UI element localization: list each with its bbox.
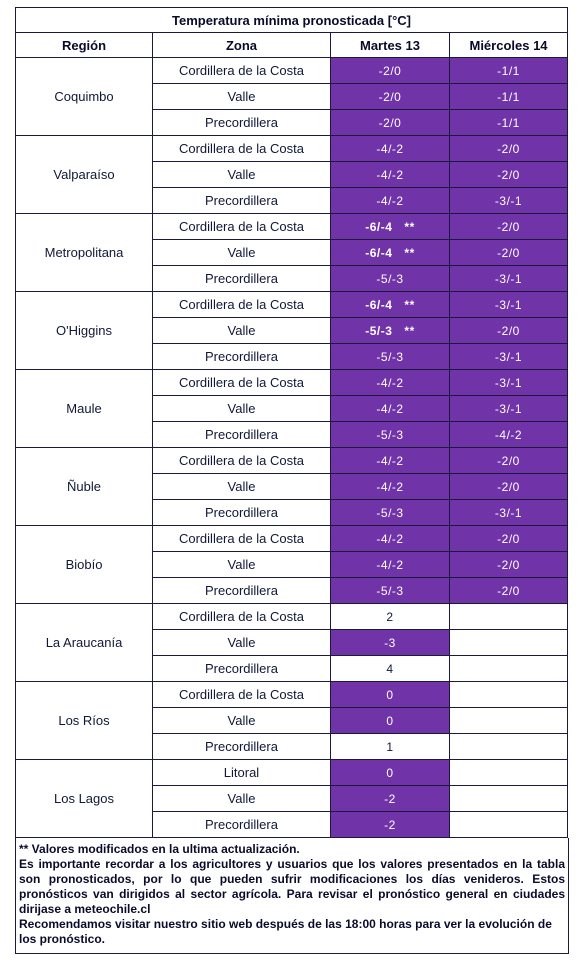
zona-cell: Valle — [153, 474, 331, 500]
martes-value: 0 — [386, 687, 394, 702]
forecast-table — [15, 7, 568, 838]
zona-cell: Cordillera de la Costa — [153, 448, 331, 474]
miercoles-value-cell — [450, 266, 568, 292]
martes-value-cell — [331, 760, 450, 786]
note-modified: ** Valores modificados en la ultima actualización. — [19, 842, 300, 856]
miercoles-value: -2/0 — [497, 323, 520, 338]
miercoles-value-cell — [450, 188, 568, 214]
table-row — [16, 604, 568, 630]
zona-cell: Cordillera de la Costa — [153, 214, 331, 240]
martes-value: -5/-3 — [376, 505, 404, 520]
martes-value-cell — [331, 110, 450, 136]
miercoles-value-cell — [450, 500, 568, 526]
martes-value-cell — [331, 162, 450, 188]
miercoles-value: -1/1 — [497, 63, 520, 78]
martes-value: -5/-3 — [376, 583, 404, 598]
miercoles-value-cell — [450, 422, 568, 448]
martes-value: -5/-3 — [376, 349, 404, 364]
miercoles-value: -4/-2 — [494, 427, 523, 442]
martes-value-cell — [331, 396, 450, 422]
miercoles-value: -3/-1 — [494, 297, 523, 312]
martes-value-cell — [331, 474, 450, 500]
martes-value-cell — [331, 552, 450, 578]
martes-value: -6/-4 — [365, 219, 393, 234]
zona-cell: Valle — [153, 786, 331, 812]
region-cell: Metropolitana — [16, 214, 153, 292]
martes-value: -3 — [384, 635, 396, 650]
martes-value: -4/-2 — [376, 375, 404, 390]
table-row — [16, 448, 568, 474]
miercoles-value: -2/0 — [497, 167, 520, 182]
martes-value-cell — [331, 656, 450, 682]
martes-value: -4/-2 — [376, 453, 404, 468]
martes-value: -5/-3 — [376, 271, 404, 286]
zona-cell: Cordillera de la Costa — [153, 136, 331, 162]
martes-value-cell — [331, 422, 450, 448]
zona-cell: Precordillera — [153, 344, 331, 370]
martes-value: -4/-2 — [376, 167, 404, 182]
modified-marker: ** — [404, 297, 415, 312]
martes-value: -6/-4 — [365, 297, 393, 312]
martes-value: -2 — [384, 817, 396, 832]
miercoles-value: -2/0 — [497, 531, 520, 546]
martes-value-cell — [331, 84, 450, 110]
miercoles-value: -3/-1 — [494, 505, 523, 520]
martes-value: -2/0 — [378, 63, 402, 78]
zona-cell: Valle — [153, 240, 331, 266]
zona-cell: Precordillera — [153, 188, 331, 214]
miercoles-value-cell — [450, 656, 568, 682]
miercoles-value-cell — [450, 214, 568, 240]
miercoles-value-cell — [450, 526, 568, 552]
martes-value-cell — [331, 526, 450, 552]
miercoles-value: -2/0 — [497, 479, 520, 494]
martes-value: -4/-2 — [376, 401, 404, 416]
zona-cell: Cordillera de la Costa — [153, 526, 331, 552]
miercoles-value: -3/-1 — [494, 349, 523, 364]
miercoles-value-cell — [450, 396, 568, 422]
miercoles-value-cell — [450, 110, 568, 136]
header-martes: Martes 13 — [331, 33, 450, 58]
miercoles-value: -2/0 — [497, 583, 520, 598]
zona-cell: Valle — [153, 396, 331, 422]
miercoles-value-cell — [450, 292, 568, 318]
miercoles-value-cell — [450, 786, 568, 812]
miercoles-value: -3/-1 — [494, 193, 523, 208]
table-row — [16, 214, 568, 240]
zona-cell: Precordillera — [153, 266, 331, 292]
zona-cell: Cordillera de la Costa — [153, 58, 331, 84]
zona-cell: Valle — [153, 552, 331, 578]
martes-value: 4 — [386, 661, 394, 676]
note-recommendation: Recomendamos visitar nuestro sitio web después de las 18:00 horas para ver la evolución de los pronóstico. — [19, 917, 552, 946]
martes-value: -2/0 — [378, 89, 402, 104]
martes-value: 1 — [386, 739, 394, 754]
zona-cell: Valle — [153, 708, 331, 734]
martes-value-cell — [331, 448, 450, 474]
martes-value: -4/-2 — [376, 141, 404, 156]
header-zona: Zona — [153, 33, 331, 58]
region-cell: Valparaíso — [16, 136, 153, 214]
martes-value: 0 — [386, 765, 394, 780]
miercoles-value-cell — [450, 578, 568, 604]
miercoles-value-cell — [450, 370, 568, 396]
martes-value: -4/-2 — [376, 531, 404, 546]
miercoles-value-cell — [450, 708, 568, 734]
miercoles-value: -3/-1 — [494, 375, 523, 390]
miercoles-value-cell — [450, 682, 568, 708]
martes-value-cell — [331, 240, 450, 266]
martes-value: -4/-2 — [376, 557, 404, 572]
miercoles-value-cell — [450, 318, 568, 344]
miercoles-value-cell — [450, 630, 568, 656]
miercoles-value-cell — [450, 474, 568, 500]
table-row — [16, 526, 568, 552]
note-disclaimer: Es importante recordar a los agricultores y usuarios que los valores presentados en la tabla son pronosticados, por lo que pueden sufrir modificaciones los días venideros. Estos pronósticos van dirigidos al sector agrícola. Para revisar el pronóstico general en ciudades dirijase a meteochile.cl — [19, 857, 565, 916]
martes-value: -4/-2 — [376, 193, 404, 208]
martes-value: -5/-3 — [376, 427, 404, 442]
region-cell: Maule — [16, 370, 153, 448]
martes-value-cell — [331, 370, 450, 396]
zona-cell: Litoral — [153, 760, 331, 786]
zona-cell: Precordillera — [153, 110, 331, 136]
miercoles-value-cell — [450, 448, 568, 474]
martes-value-cell — [331, 214, 450, 240]
martes-value-cell — [331, 292, 450, 318]
martes-value: -2/0 — [378, 115, 402, 130]
miercoles-value: -1/1 — [497, 115, 520, 130]
martes-value: 0 — [386, 713, 394, 728]
zona-cell: Valle — [153, 84, 331, 110]
table-row — [16, 682, 568, 708]
martes-value-cell — [331, 500, 450, 526]
region-cell: Los Lagos — [16, 760, 153, 838]
martes-value: -2 — [384, 791, 396, 806]
modified-marker: ** — [404, 245, 415, 260]
miercoles-value-cell — [450, 760, 568, 786]
martes-value-cell — [331, 630, 450, 656]
miercoles-value: -2/0 — [497, 245, 520, 260]
martes-value-cell — [331, 318, 450, 344]
region-cell: Biobío — [16, 526, 153, 604]
miercoles-value: -2/0 — [497, 141, 520, 156]
region-cell: Los Ríos — [16, 682, 153, 760]
martes-value: 2 — [386, 609, 394, 624]
table-title: Temperatura mínima pronosticada [°C] — [16, 8, 568, 33]
martes-value-cell — [331, 812, 450, 838]
miercoles-value-cell — [450, 58, 568, 84]
zona-cell: Precordillera — [153, 578, 331, 604]
region-cell: O'Higgins — [16, 292, 153, 370]
martes-value: -5/-3 — [365, 323, 393, 338]
zona-cell: Valle — [153, 630, 331, 656]
zona-cell: Precordillera — [153, 422, 331, 448]
zona-cell: Precordillera — [153, 734, 331, 760]
zona-cell: Valle — [153, 318, 331, 344]
miercoles-value-cell — [450, 344, 568, 370]
miercoles-value-cell — [450, 604, 568, 630]
zona-cell: Precordillera — [153, 656, 331, 682]
miercoles-value-cell — [450, 552, 568, 578]
martes-value-cell — [331, 344, 450, 370]
miercoles-value-cell — [450, 734, 568, 760]
miercoles-value: -2/0 — [497, 557, 520, 572]
zona-cell: Cordillera de la Costa — [153, 682, 331, 708]
miercoles-value-cell — [450, 240, 568, 266]
martes-value-cell — [331, 682, 450, 708]
martes-value-cell — [331, 266, 450, 292]
miercoles-value-cell — [450, 812, 568, 838]
forecast-sheet — [15, 7, 567, 954]
martes-value-cell — [331, 578, 450, 604]
miercoles-value-cell — [450, 162, 568, 188]
notes-box — [15, 838, 569, 954]
region-cell: Coquimbo — [16, 58, 153, 136]
table-row — [16, 58, 568, 84]
martes-value-cell — [331, 58, 450, 84]
zona-cell: Cordillera de la Costa — [153, 604, 331, 630]
zona-cell: Cordillera de la Costa — [153, 370, 331, 396]
zona-cell: Precordillera — [153, 500, 331, 526]
miercoles-value: -2/0 — [497, 453, 520, 468]
table-row — [16, 292, 568, 318]
martes-value-cell — [331, 786, 450, 812]
martes-value: -4/-2 — [376, 479, 404, 494]
header-miercoles: Miércoles 14 — [450, 33, 568, 58]
zona-cell: Precordillera — [153, 812, 331, 838]
miercoles-value: -3/-1 — [494, 401, 523, 416]
martes-value: -6/-4 — [365, 245, 393, 260]
table-row — [16, 136, 568, 162]
martes-value-cell — [331, 734, 450, 760]
miercoles-value: -2/0 — [497, 219, 520, 234]
region-cell: Ñuble — [16, 448, 153, 526]
modified-marker: ** — [404, 323, 415, 338]
region-cell: La Araucanía — [16, 604, 153, 682]
miercoles-value-cell — [450, 84, 568, 110]
header-region: Región — [16, 33, 153, 58]
martes-value-cell — [331, 188, 450, 214]
martes-value-cell — [331, 136, 450, 162]
table-body — [16, 58, 568, 838]
zona-cell: Valle — [153, 162, 331, 188]
miercoles-value: -1/1 — [497, 89, 520, 104]
modified-marker: ** — [404, 219, 415, 234]
martes-value-cell — [331, 708, 450, 734]
table-row — [16, 370, 568, 396]
miercoles-value: -3/-1 — [494, 271, 523, 286]
zona-cell: Cordillera de la Costa — [153, 292, 331, 318]
miercoles-value-cell — [450, 136, 568, 162]
table-row — [16, 760, 568, 786]
martes-value-cell — [331, 604, 450, 630]
